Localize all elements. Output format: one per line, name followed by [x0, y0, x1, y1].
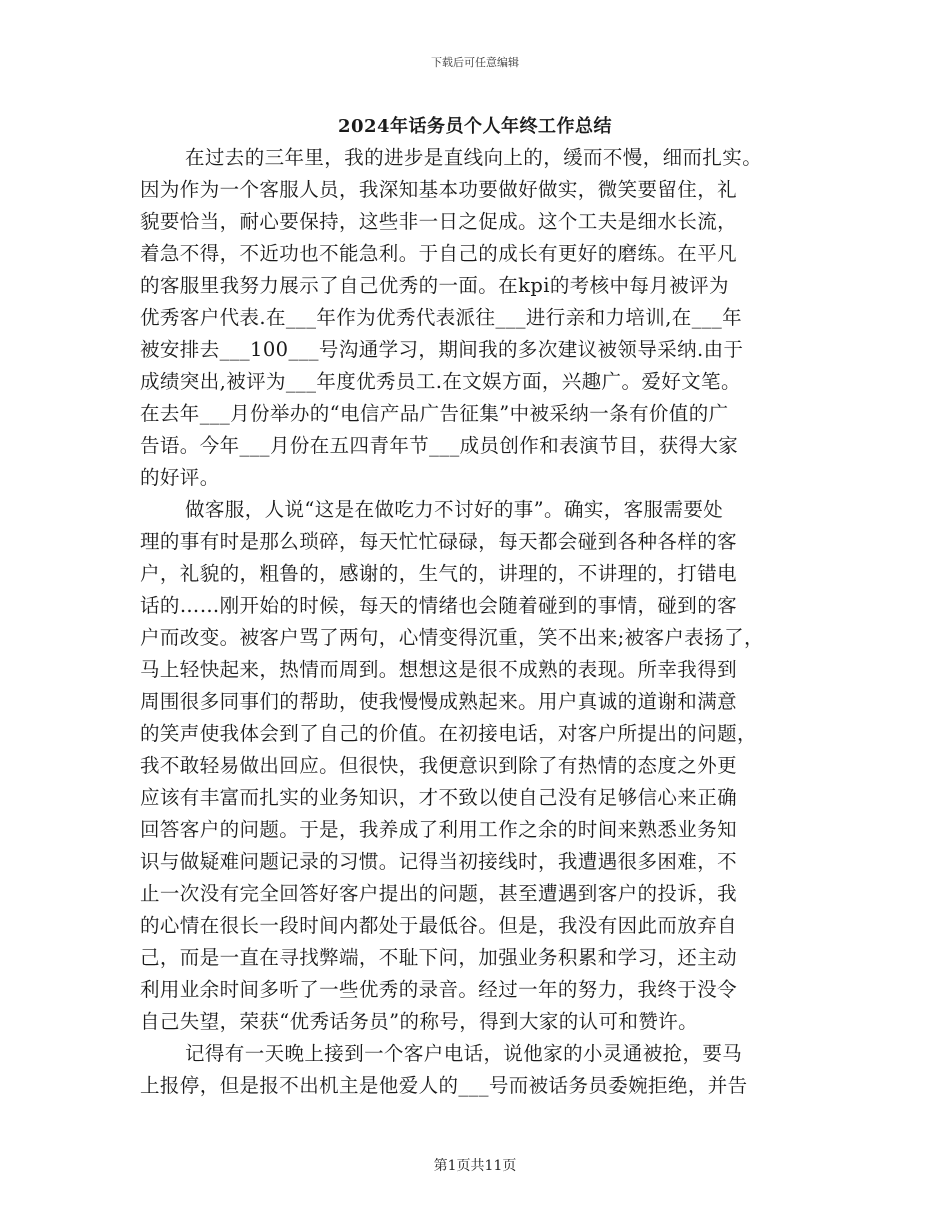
body-line: 记得有一天晚上接到一个客户电话，说他家的小灵通被抢，要马 [185, 1042, 743, 1065]
body-line: 的心情在很长一段时间内都处于最低谷。但是，我没有因此而放弃自 [140, 914, 738, 937]
body-line: 着急不得，不近功也不能急利。于自己的成长有更好的磨练。在平凡 [140, 242, 738, 265]
body-line: 利用业余时间多听了一些优秀的录音。经过一年的努力，我终于没令 [140, 978, 738, 1001]
body-line: 告语。今年___月份在五四青年节___成员创作和表演节目，获得大家 [140, 434, 739, 457]
document-title: 2024年话务员个人年终工作总结 [337, 116, 613, 137]
body-line: 马上轻快起来，热情而周到。想想这是很不成熟的表现。所幸我得到 [140, 658, 738, 681]
header-note: 下载后可任意编辑 [431, 56, 519, 69]
body-line: 做客服，人说“这是在做吃力不讨好的事”。确实，客服需要处 [185, 498, 724, 521]
body-line: 户，礼貌的，粗鲁的，感谢的，生气的，讲理的，不讲理的，打错电 [140, 562, 738, 585]
body-line: 的好评。 [140, 466, 220, 489]
body-line: 在过去的三年里，我的进步是直线向上的，缓而不慢，细而扎实。 [185, 146, 763, 169]
body-line: 周围很多同事们的帮助，使我慢慢成熟起来。用户真诚的道谢和满意 [140, 690, 738, 713]
body-line: 自己失望，荣获“优秀话务员”的称号，得到大家的认可和赞许。 [140, 1010, 699, 1033]
body-line: 的笑声使我体会到了自己的价值。在初接电话，对客户所提出的问题， [140, 722, 757, 745]
body-line: 话的……刚开始的时候，每天的情绪也会随着碰到的事情，碰到的客 [140, 594, 738, 617]
body-line: 户而改变。被客户骂了两句，心情变得沉重，笑不出来;被客户表扬了， [140, 626, 764, 649]
body-line: 上报停，但是报不出机主是他爱人的___号而被话务员委婉拒绝，并告 [140, 1074, 748, 1097]
body-line: 成绩突出,被评为___年度优秀员工.在文娱方面，兴趣广。爱好文笔。 [140, 370, 741, 393]
body-line: 在去年___月份举办的“电信产品广告征集”中被采纳一条有价值的广 [140, 402, 729, 425]
body-line: 因为作为一个客服人员，我深知基本功要做好做实，微笑要留住，礼 [140, 178, 738, 201]
body-line: 的客服里我努力展示了自己优秀的一面。在kpi的考核中每月被评为 [140, 274, 729, 297]
body-line: 优秀客户代表.在___年作为优秀代表派往___进行亲和力培训,在___年 [140, 306, 743, 329]
body-line: 回答客户的问题。于是，我养成了利用工作之余的时间来熟悉业务知 [140, 818, 738, 841]
body-line: 貌要恰当，耐心要保持，这些非一日之促成。这个工夫是细水长流， [140, 210, 738, 233]
body-line: 识与做疑难问题记录的习惯。记得当初接线时，我遭遇很多困难，不 [140, 850, 738, 873]
body-line: 被安排去___100___号沟通学习，期间我的多次建议被领导采纳.由于 [140, 338, 744, 361]
body-line: 己，而是一直在寻找弊端，不耻下问，加强业务积累和学习，还主动 [140, 946, 738, 969]
page-footer: 第1页共11页 [433, 1158, 517, 1174]
body-line: 我不敢轻易做出回应。但很快，我便意识到除了有热情的态度之外更 [140, 754, 738, 777]
body-line: 应该有丰富而扎实的业务知识，才不致以使自己没有足够信心来正确 [140, 786, 738, 809]
body-line: 止一次没有完全回答好客户提出的问题，甚至遭遇到客户的投诉，我 [140, 882, 738, 905]
body-line: 理的事有时是那么琐碎，每天忙忙碌碌，每天都会碰到各种各样的客 [140, 530, 738, 553]
